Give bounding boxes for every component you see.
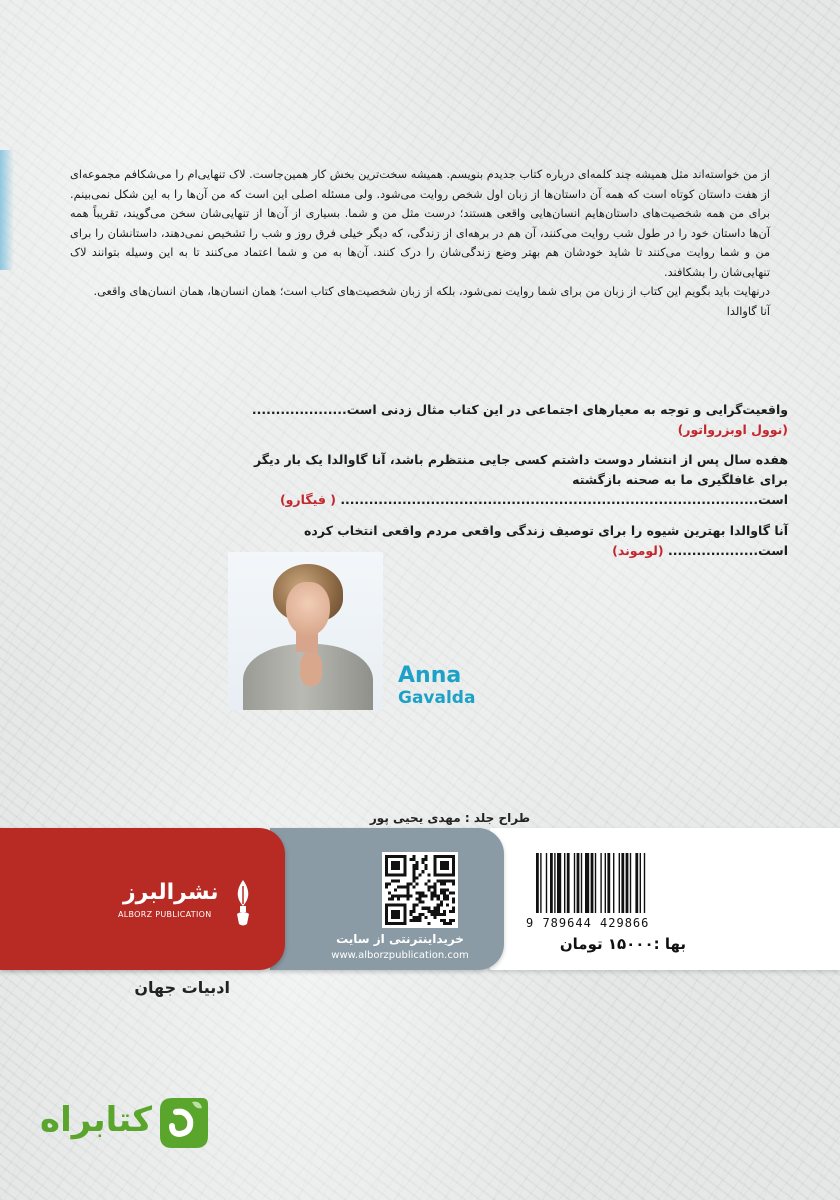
- bottom-band: [0, 828, 840, 970]
- author-first-name: Anna: [398, 663, 462, 688]
- intro-text: [70, 165, 770, 321]
- pen-logo-icon: [228, 878, 258, 928]
- author-last-name: Gavalda: [398, 688, 476, 708]
- barcode-icon: [536, 853, 708, 913]
- intro-signature: آنا گاوالدا: [726, 304, 770, 318]
- review-quote: [228, 400, 788, 440]
- category-label: ادبیات جهان: [134, 978, 230, 997]
- intro-paragraph: از من خواسته‌اند مثل همیشه چند کلمه‌ای درباره کتاب جدیدم بنویسم. همیشه سخت‌ترین بخش کار همین‌جاست. لاک تنهایی‌ام را می‌شکافم مجموعه‌ای از هفت داستان کوتاه است که همه آن داستان‌ها از زبان اول شخص روایت می‌شود. ولی مسئله اصلی این است که من آن‌ها را به این شکل نمی‌بینم. برای من همه شخصیت‌های داستان‌هایم انسان‌هایی واقعی هستند؛ درست مثل من و شما. بسیاری از آن‌ها از تنهایی‌شان سخن می‌گویند، تقریباً همه آن‌ها داستان خود را در طول شب روایت می‌کنند، آن هم در برهه‌ای از زندگی، که دیگر خیلی فرق روز و شب را تشخیص نمی‌دهند، داستانشان را برای من و شما روایت می‌کنند تا شاید خودشان هم بهتر وضع زندگی‌شان را درک کنند. آن‌ها به من و شما اعتماد می‌کنند تا به این وسیله بتوانند لاک تنهایی‌شان را بشکافند.: [70, 168, 770, 279]
- edge-decoration: [0, 150, 14, 270]
- price-box: [490, 828, 840, 970]
- quote-text: واقعیت‌گرایی و توجه به معیارهای اجتماعی در این کتاب مثال زدنی است....................: [251, 402, 788, 417]
- publisher-name: نشرالبرز: [123, 880, 219, 905]
- quote-source: (لوموند): [612, 543, 664, 558]
- isbn-number: 9 789644 429866: [526, 916, 650, 930]
- quote-source: ( فیگارو): [279, 492, 336, 507]
- designer-credit: طراح جلد : مهدی یحیی پور: [369, 811, 530, 825]
- intro-paragraph: درنهایت باید بگویم این کتاب از زبان من برای شما روایت نمی‌شود، بلکه از زبان شخصیت‌های کتاب است؛ همان انسان‌ها، همان انسان‌های واقعی.: [93, 285, 770, 298]
- ketabrah-brand: کتابراه: [40, 1100, 153, 1140]
- publisher-name-en: ALBORZ PUBLICATION: [118, 910, 212, 919]
- ketabrah-watermark: [40, 1090, 215, 1156]
- quote-text: آنا گاوالدا بهترین شیوه را برای توصیف زندگی واقعی مردم واقعی انتخاب کرده است...................: [304, 523, 788, 558]
- buy-online-label: خریداینترنتی از سایت: [336, 932, 464, 946]
- ketabrah-logo-icon: [152, 1092, 212, 1152]
- author-name: [398, 665, 475, 709]
- author-photo: [228, 552, 383, 710]
- price-label: بها :۱۵۰۰۰ تومان: [559, 935, 686, 953]
- site-box: [270, 828, 504, 970]
- quote-text: هفده سال پس از انتشار دوست داشتم کسی جایی منتظرم باشد، آنا گاوالدا یک بار دیگر برای غافلگیری ما به صحنه بازگشته است........................................................................................: [253, 452, 788, 507]
- site-url-link[interactable]: www.alborzpublication.com: [331, 950, 469, 961]
- publisher-box: [0, 828, 285, 970]
- qr-code-icon[interactable]: [382, 852, 458, 928]
- review-quote: [228, 450, 788, 510]
- quote-source: (نوول اوبزرواتور): [677, 422, 788, 437]
